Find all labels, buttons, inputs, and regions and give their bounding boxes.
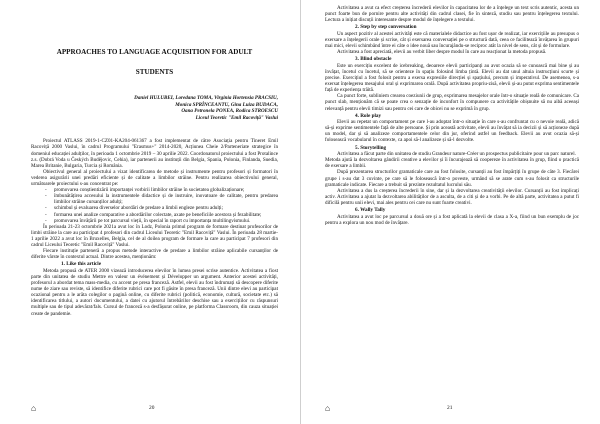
page-number: 21 xyxy=(447,405,453,411)
section-heading-3: 3. Blind obstacle xyxy=(355,56,392,63)
section-5-paragraph: Metoda ajută la dezvoltarea gândirii creative a elevilor și îi încurajează să coopereze în activitatea în grup, fiind o practică de exersare a limbii. xyxy=(325,157,579,170)
article-title-line-1: APPROACHES TO LANGUAGE ACQUISITION FOR ADULT xyxy=(56,48,253,56)
author-affiliation: Liceul Teoretic "Emil Racoviță" Vaslui xyxy=(195,114,278,121)
objective-paragraph: Obiectivul general al proiectului a vizat identificarea de metode și instrumente pentru profesori și formatori în vederea asigurării unei predări eficiente și de calitate a limbilor străine. Pentru realizarea obiectivului general, următoarele proiectului s-au concentrat pe: xyxy=(31,168,278,188)
section-6-paragraph: Activitatea a avut loc pe parcursul a două ore și a fost aplicată la elevii de clasa a X-a, fiind un bun exemplu de joc pentru a explora un nou mod de învățare. xyxy=(325,213,579,226)
list-item: - promovarea învățării pe tot parcursul vieții, în special în raport cu importanța multilingvismului. xyxy=(45,218,278,224)
section-2-paragraph: Un aspect pozitiv al acestei activități este că materialele didactice au fost ușor de realizat, iar exercițiile au presupus o exersare a înțelegerii orale și scrise, cât și exersarea conversației pe o structură dată, ceea ce facilitează învățarea în grupuri mai mici, elevii schimbând între ei câte o idee nouă sau încurajându-se reciproc atât la nivel de sens, cât și de formulare. xyxy=(325,30,579,50)
section-4-paragraph: Elevii au repetat un comportament pe care l-au adoptat într-o situație în care s-au confruntat cu o nevoie reală, adică să-și exprime sentimentele față de alte persoane. Și prin această activitate, elevii au învățat să ia decizii și să acționeze după un model, dar și să analizeze comportamentele celor din jur, oferind astfel un feedback. Elevii au avut ocazia să-și folosească vocabularul în contexte, ca apoi să-l analizeze și să-l dezvolte. xyxy=(325,119,579,144)
section-heading-1: 1. Like this article xyxy=(61,261,102,268)
author-line: Daniel HULUBEI, Loredana TOMA, Virginia Hortensia PRACSIU, xyxy=(134,95,278,101)
section-2-paragraph: Activitatea a fost apreciată, elevii au verbit liber despre modul în care au reacționat la metoda propusă. xyxy=(337,49,547,56)
author-line: Oana Petronela PONEA, Rodica STROESCU xyxy=(181,108,278,115)
section-heading-2: 2. Step by step conversation xyxy=(355,24,417,31)
objectives-list xyxy=(31,187,278,224)
section-3-paragraph: Ca punct forte, subliniem crearea coeziunii de grup, exprimarea mesajelor orale într-o situație reală de comunicare. Ca punct slab, menționăm că se poate crea o senzație de inconfort în compunere ca activitățile obișnuite să nu aibă aceeași relevanță pentru elevii timizi sau pentru cei care de obicei nu se exprimă în grup. xyxy=(325,93,579,112)
section-heading-4: 4. Role play xyxy=(355,112,382,119)
author-line: Monica SPRÎNCEANTU, Gina Luiza BUDACA, xyxy=(175,101,278,108)
list-item: - promovarea conștientizării importanței vorbirii limbilor străine în societatea globalizaționare; xyxy=(45,187,278,193)
section-1-paragraph: Metoda propusă de ATER 2000 vizează introducerea elevilor în lumea presei scrise autentice. Activitatea a fiost parte din unitatea de studiu Mettre en valeur un événement și Développer un argument. Anterior acestei activități, profesorul a abordat tema mass-media, cu accent pe presa franceză. Astfel, elevii au fost îndrumați să descopere diferite nume de ziare sau reviste, să identifice diferite rubrici care pot fi găsite în presa franceză. Unii dintre elevi au participat ocazional pentru a le arăta colegilor o pagină online, cu diferite rubrici (politică, economie, cultură, societate etc.) să identificarea titlului, a autori documentului, a datei cu ajutorul întrebărilor deschise sau a exercițiilor cu răspunsuri multiple sau de tipul adevărat/fals. Cursul de franceză s-a desfășurat online, pe platforma Classroom, din cauza situației create de pandemie. xyxy=(31,267,278,317)
section-5-paragraph: După prezentarea structurilor gramaticale care au fost folosite, cursanții au fost împărțiți în grupe de câte 3. Fiecărei grupe i s-au dat 3 cuvinte, pe care să le folosească într-o poveste, urmând să se arate cum s-au folosit ca structurile gramaticale indicate. Fiecare a trebuit să prezinte rezultatul lucrului său. xyxy=(325,169,579,188)
section-3-paragraph: Este un exercițiu excelent de icebreaking, deoarece elevii participanți au avut ocazia să se cunoască mai bine și au învățat, încetul cu încetul, să se orienteze în spațiu folosind limba țintă. Elevii au dat unul altuia instrucțiuni scurte și precise. Exercițiul a fost folosit pentru a exersa expresiile direcției și spațiului, precum și imperativul. De asemenea, s-a exersat înțelegerea mesajului oral și exprimarea orală. După activitatea propriu-zisă, elevii și-au putut exprima sentimentele față de experiența trăită. xyxy=(325,62,579,94)
page-number: 20 xyxy=(149,405,155,411)
list-item: - formarea unei analize comparative a abordărilor colectate, axate pe beneficiile acestora și fezabilitate; xyxy=(45,212,278,218)
section-1-continued: Activitatea a avut ca efect creșterea încrederii elevilor în capacitatea lor de a înțelege un text scris autentic, acesta un punct foarte bun de pornire pentru alte activități din cadrul clasei, fie în sinteză, studiu sau pentru înțelegerea textului. Lectura a inițiat discuții interesante despre modul de înțelegere a textului. xyxy=(325,5,579,24)
list-item: - îmbunătățirea accesului la instrumentele didactice și de instruire, inovatoare de calitate, pentru predarea limbilor străine cursanților adulți; xyxy=(45,193,278,205)
section-5-paragraph: Activitatea a făcut parte din unitatea de studiu Grandeur nature-Créer un prospectus publicitaire pour un parc naturel. xyxy=(337,151,576,158)
right-page xyxy=(300,0,600,424)
section-heading-6: 6. Wally Tally xyxy=(355,207,386,213)
house-icon[interactable]: ⌂ xyxy=(31,403,37,413)
intro-paragraph: Proiectul ATLASS 2019-1-CZ01-KA204-061367 a fost implementat de către Asociația pentru Tineret Emil Racoviță 2000 Vaslui, în cadrul Programului "Erasmus+" 2014-2020, Acțiunea Cheie 2/Parteneriate strategice în domeniul educației adulților, în perioada 1 octombrie 2019 – 30 aprilie 2022. Coordonatorul proiectului a fost Protalince z.s. (Dobrá Voda u Českých Budějovic, Cehia), iar partenerii au instituții din Belgia, Spania, Polonia, Finlanda, Suedia, Marea Britanie, Bulgaria, Turcia și România. xyxy=(31,138,278,169)
section-heading-5: 5. Storytelling xyxy=(355,144,387,151)
article-title-line-2: STUDENTS xyxy=(135,68,174,76)
list-item: - schimbul și evaluarea diverselor abordări de predare a limbii engleze pentru adulți; xyxy=(45,205,278,211)
authors-block xyxy=(31,95,278,121)
training-paragraph: În perioada 21-23 octombrie 2021a avut loc în Lodz, Polonia primul program de formare destinat profesorilor de limbi străine la care au participat 4 profesori din cadrul Liceului Teoretic "Emil Racoviță" Vaslui. În perioada 28 martie-1 aprilie 2022 a avut loc în Bruxelles, Belgia, cel de al doilea program de formare la care au participat 7 profesori din cadrul Liceului Teoretic "Emil Racoviță" Vaslui. xyxy=(31,223,278,248)
house-icon[interactable]: ⌂ xyxy=(325,403,331,413)
methods-paragraph: Fiecare instituție parteneră a propus metode interactive de predare a limbilor străine aplicabile cursanților de diferite vârste în contextul actual. Dintre acestea, menționăm: xyxy=(31,248,278,261)
section-5-paragraph: Activitatea a dus la creșterea încrederii în sine, dar și la dezvoltarea creativității elevilor. Cursanții au fost implicați activ. Activitatea a ajutat la dezvoltarea abilităților de a asculta, de a citi și de a vorbi. Pe de altă parte, activitatea a putut fi dificilă pentru unii elevi, mai ales pentru cei care nu sunt foarte creativi. xyxy=(325,187,579,206)
